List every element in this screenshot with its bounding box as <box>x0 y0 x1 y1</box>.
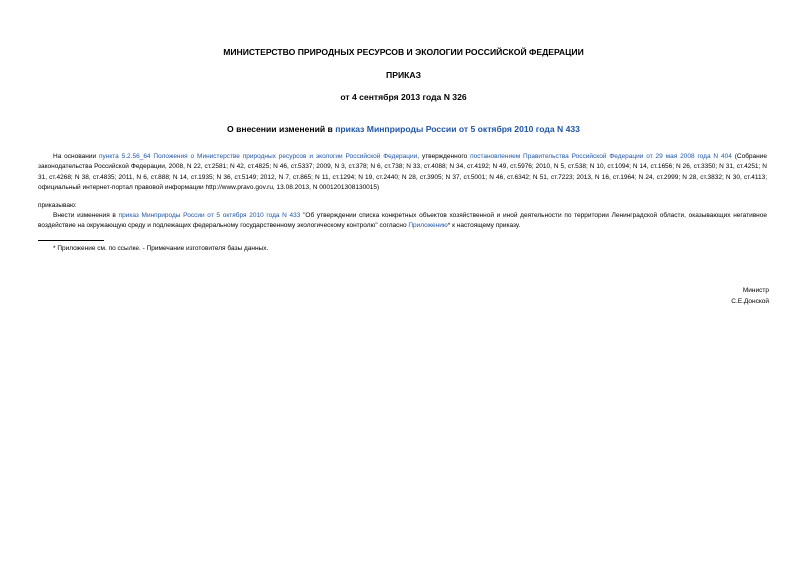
ministry-heading: МИНИСТЕРСТВО ПРИРОДНЫХ РЕСУРСОВ И ЭКОЛОГИИ РОССИЙСКОЙ ФЕДЕРАЦИИ <box>223 47 584 57</box>
footnote-divider <box>38 240 104 241</box>
subject-link-order-433[interactable]: приказ Минприроды России от 5 октября 2010 года N 433 <box>335 124 580 134</box>
change-text-1: Внести изменения в <box>53 212 119 219</box>
document-type-heading: ПРИКАЗ <box>386 70 421 80</box>
basis-link-government-decree[interactable]: постановлением Правительства Российской Федерации от 29 мая 2008 года N 404 <box>470 153 732 160</box>
signatory-title: Министр <box>742 287 769 294</box>
document-subject <box>0 124 807 134</box>
change-link-appendix[interactable]: Приложению <box>408 222 448 230</box>
basis-text-1: На основании <box>53 153 99 160</box>
document-date-number: от 4 сентября 2013 года N 326 <box>340 92 467 102</box>
basis-text-2: , утвержденного <box>417 153 471 160</box>
subject-prefix: О внесении изменений в <box>227 124 336 134</box>
basis-text-3: (Собрание законодательства Российской Федерации, 2008, N 22, ст.2581; N 42, ст.4825; N 46, ст.5337; 2009, N 3, ст.378; N 6, ст.738; N 33, ст.4088; N 34, ст.4192; N 49, ст.5976; 2010, N 5, ст.538; N 10, ст.1094; N 14, ст.1656; N 26, ст.3350; N 31, ст.4251; N 31, ст.4268; N 38, ст.4835; 2011, N 6, ст.888; N 14, ст.1935; N 36, ст.5149; 2012, N 7, ст.865; N 11, ст.1294; N 19, ст.2440; N 28, ст.3905; N 37, ст.5001; N 46, ст.6342; N 51, ст.7223; 2013, N 16, ст.1964; N 24, ст.2999; N 28, ст.3832; N 30, ст.4113; официальный интернет-портал правовой информации http://www.pravo.gov.ru, 13.08.2013, N 0001201308130015) <box>38 153 767 191</box>
change-link-order-433[interactable]: приказ Минприроды России от 5 октября 2010 года N 433 <box>118 212 301 219</box>
change-text-2: "Об утверждении списка конкретных объектов хозяйственной и иной деятельности по территории Ленинградской области, оказывающих негативное воздействие на окружающую среду и подлежащих федеральному государственному экологическому контролю" согласно <box>38 212 767 230</box>
signatory-name: С.Е.Донской <box>731 298 769 305</box>
footnote-text: * Приложение см. по ссылке. - Примечание изготовителя базы данных. <box>53 245 269 252</box>
order-word: приказываю: <box>38 202 77 209</box>
basis-paragraph <box>38 152 767 193</box>
change-paragraph <box>38 211 767 232</box>
change-text-3: * к настоящему приказу. <box>447 222 521 230</box>
basis-link-regulation-clause[interactable]: пункта 5.2.56_64 Положения о Министерстве природных ресурсов и экологии Российской Федерации <box>98 153 418 160</box>
